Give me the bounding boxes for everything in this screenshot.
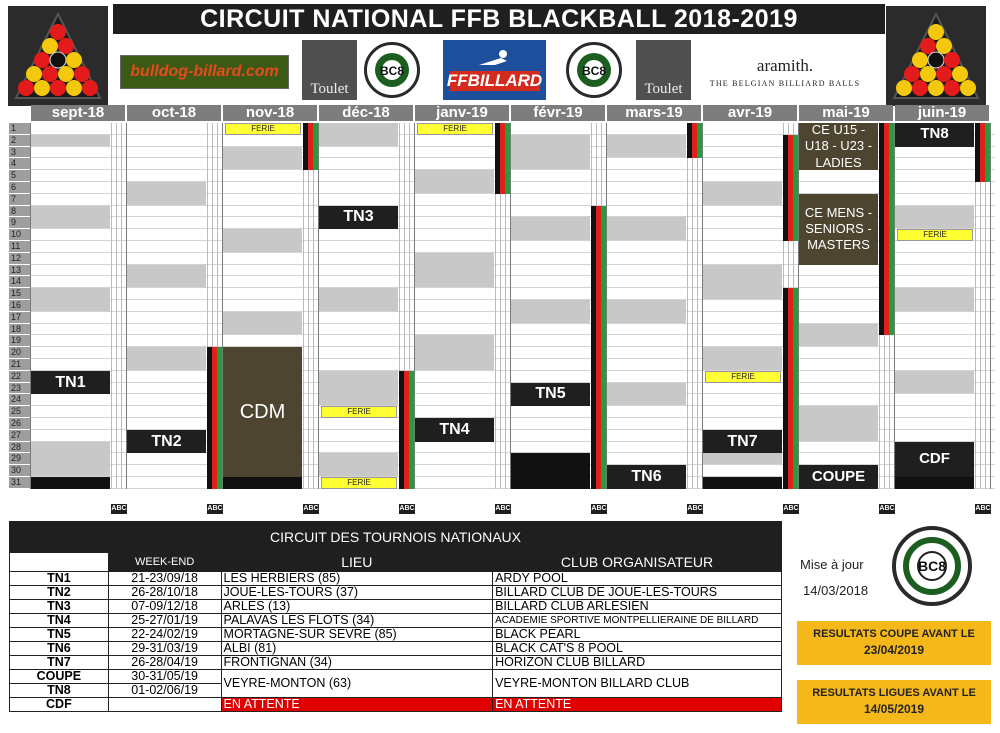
- abc-label: ABC: [399, 505, 415, 512]
- result-label: RESULTATS COUPE AVANT LE: [813, 628, 975, 640]
- table-row: TN1 21-23/09/18 LES HERBIERS (85) ARDY POOL: [10, 572, 782, 586]
- result-box-ligues: [797, 680, 991, 724]
- table-row: CDF EN ATTENTE EN ATTENTE: [10, 698, 782, 712]
- day-number: 21: [9, 359, 30, 371]
- grid-divider: [990, 123, 991, 489]
- weekend-band: [415, 253, 494, 287]
- pool-balls-icon: [8, 6, 108, 106]
- grid-line: [31, 370, 995, 371]
- day-number: 19: [9, 335, 30, 347]
- weekend-band: [127, 347, 206, 370]
- event-block-filled: [511, 453, 590, 488]
- weekend-band: [319, 288, 398, 311]
- weekend-band: [31, 135, 110, 146]
- day-number: 11: [9, 241, 30, 253]
- day-number: 27: [9, 430, 30, 442]
- event-tn4: TN4: [415, 418, 494, 442]
- day-number: 24: [9, 394, 30, 406]
- day-number: 26: [9, 418, 30, 430]
- event-tn2: TN2: [127, 430, 206, 454]
- abc-stripe-c: [985, 123, 990, 182]
- month-header: déc-18: [319, 105, 413, 121]
- event-ce_u15: CE U15 - U18 - U23 - LADIES: [799, 123, 878, 170]
- svg-text:BC8: BC8: [917, 558, 947, 574]
- day-number: 1: [9, 123, 30, 135]
- event-tn1: TN1: [31, 371, 110, 395]
- month-header: avr-19: [703, 105, 797, 121]
- day-number: 12: [9, 253, 30, 265]
- weekend-band: [799, 324, 878, 347]
- month-header: nov-18: [223, 105, 317, 121]
- header-weekend: WEEK-END: [108, 553, 221, 572]
- day-number: 25: [9, 406, 30, 418]
- day-number: 10: [9, 229, 30, 241]
- grid-divider: [121, 123, 122, 489]
- day-number: 3: [9, 147, 30, 159]
- day-number: 22: [9, 371, 30, 383]
- aramith-logo: [700, 52, 870, 92]
- month-header: juin-19: [895, 105, 989, 121]
- header-code: [10, 553, 109, 572]
- ffbillard-wordmark: FFBILLARD: [446, 71, 543, 90]
- event-tn8: TN8: [895, 123, 974, 147]
- day-number: 7: [9, 194, 30, 206]
- table-row: COUPE 30-31/05/19 VEYRE-MONTON (63) VEYRE-MONTON BILLARD CLUB: [10, 670, 782, 684]
- weekend-band: [319, 123, 398, 146]
- event-tn6: TN6: [607, 465, 686, 489]
- event-tn5: TN5: [511, 383, 590, 407]
- day-number: 9: [9, 217, 30, 229]
- grid-divider: [313, 123, 314, 489]
- day-number: 5: [9, 170, 30, 182]
- day-number: 23: [9, 383, 30, 395]
- weekend-band: [127, 265, 206, 288]
- abc-stripe-c: [793, 288, 798, 489]
- abc-stripe-c: [505, 123, 510, 194]
- abc-stripe-c: [601, 300, 606, 406]
- weekend-band: [895, 206, 974, 229]
- update-date: 14/03/2018: [803, 583, 869, 598]
- result-date: 14/05/2019: [863, 702, 925, 716]
- weekend-band: [703, 265, 782, 299]
- table-row: TN8 01-02/06/19: [10, 684, 782, 698]
- grid-divider: [697, 123, 698, 489]
- weekend-band: [415, 170, 494, 193]
- day-number: 14: [9, 276, 30, 288]
- ferie-label: FERIE: [321, 406, 397, 418]
- result-label: RESULTATS LIGUES AVANT LE: [812, 687, 976, 699]
- weekend-band: [799, 406, 878, 440]
- weekend-band: [511, 135, 590, 169]
- header-lieu: LIEU: [221, 553, 493, 572]
- weekend-band: [319, 371, 398, 405]
- month-header: sept-18: [31, 105, 125, 121]
- month-header: mars-19: [607, 105, 701, 121]
- day-number: 4: [9, 158, 30, 170]
- ferie-label: FERIE: [705, 371, 781, 383]
- event-block-filled: [223, 477, 302, 489]
- day-number: 28: [9, 442, 30, 454]
- ferie-label: FERIE: [897, 229, 973, 241]
- weekend-band: [223, 229, 302, 252]
- toulet-logo: Toulet: [636, 40, 691, 100]
- month-header: mai-19: [799, 105, 893, 121]
- day-number: 13: [9, 265, 30, 277]
- abc-label: ABC: [111, 505, 127, 512]
- weekend-band: [31, 288, 110, 311]
- grid-divider: [116, 123, 117, 489]
- eight-ball-icon: [902, 536, 962, 596]
- table-row: TN7 26-28/04/19 FRONTIGNAN (34) HORIZON CLUB BILLARD: [10, 656, 782, 670]
- eight-ball-icon: [372, 50, 412, 90]
- bulldog-billard-logo: bulldog-billard.com: [120, 55, 289, 89]
- weekend-band: [319, 453, 398, 476]
- header-club: CLUB ORGANISATEUR: [493, 553, 782, 572]
- event-coupe: COUPE: [799, 465, 878, 489]
- grid-divider: [111, 123, 112, 489]
- month-header: janv-19: [415, 105, 509, 121]
- weekend-band: [703, 347, 782, 370]
- weekend-band: [223, 312, 302, 335]
- update-label: Mise à jour: [800, 557, 864, 572]
- svg-text:BC8: BC8: [379, 64, 405, 78]
- event-cdf: CDF: [895, 442, 974, 477]
- weekend-band: [607, 217, 686, 240]
- grid-divider: [687, 123, 688, 489]
- bc8-logo: [364, 42, 420, 98]
- player-silhouette-icon: [475, 49, 515, 67]
- ffbillard-logo: [443, 40, 546, 100]
- grid-divider: [692, 123, 693, 489]
- result-date: 23/04/2019: [863, 643, 925, 657]
- table-row: TN5 22-24/02/19 MORTAGNE-SUR SEVRE (85) BLACK PEARL: [10, 628, 782, 642]
- abc-stripe-c: [889, 182, 894, 335]
- table-row: TN3 07-09/12/18 ARLES (13) BILLARD CLUB ARLESIEN: [10, 600, 782, 614]
- bc8-logo: [566, 42, 622, 98]
- weekend-band: [31, 206, 110, 229]
- day-number: 2: [9, 135, 30, 147]
- event-tn3: TN3: [319, 206, 398, 230]
- weekend-band: [415, 335, 494, 369]
- grid-divider: [308, 123, 309, 489]
- svg-text:BC8: BC8: [581, 64, 607, 78]
- weekend-band: [703, 182, 782, 205]
- abc-label: ABC: [975, 505, 991, 512]
- toulet-logo: Toulet: [302, 40, 357, 100]
- aramith-tagline: THE BELGIAN BILLIARD BALLS: [709, 79, 861, 88]
- weekend-band: [511, 300, 590, 323]
- abc-label: ABC: [591, 505, 607, 512]
- event-tn7: TN7: [703, 430, 782, 454]
- weekend-band: [895, 371, 974, 394]
- bc8-round-logo: [892, 526, 972, 606]
- month-header: oct-18: [127, 105, 221, 121]
- page-title: CIRCUIT NATIONAL FFB BLACKBALL 2018-2019: [113, 4, 885, 34]
- pool-rack-logo-right: [886, 6, 986, 106]
- weekend-band: [511, 217, 590, 240]
- abc-stripe-c: [793, 135, 798, 241]
- event-ce_mens: CE MENS - SENIORS - MASTERS: [799, 194, 878, 265]
- abc-label: ABC: [879, 505, 895, 512]
- weekend-band: [895, 288, 974, 311]
- weekend-band: [607, 383, 686, 406]
- day-number: 31: [9, 477, 30, 489]
- tournament-table: [9, 521, 782, 712]
- weekend-band: [223, 147, 302, 170]
- day-number: 15: [9, 288, 30, 300]
- weekend-band: [127, 182, 206, 205]
- day-number: 29: [9, 453, 30, 465]
- table-title: CIRCUIT DES TOURNOIS NATIONAUX: [10, 522, 782, 553]
- pool-balls-icon: [886, 6, 986, 106]
- abc-stripe-c: [313, 123, 318, 170]
- weekend-band: [607, 135, 686, 158]
- month-header: févr-19: [511, 105, 605, 121]
- result-box-coupe: [797, 621, 991, 665]
- grid-divider: [303, 123, 304, 489]
- abc-label: ABC: [783, 505, 799, 512]
- abc-stripe-c: [409, 371, 414, 489]
- grid-line: [31, 287, 995, 288]
- ferie-label: FERIE: [417, 123, 493, 135]
- abc-label: ABC: [687, 505, 703, 512]
- day-number: 18: [9, 324, 30, 336]
- event-block-filled: [895, 477, 974, 489]
- ferie-label: FERIE: [225, 123, 301, 135]
- day-number: 16: [9, 300, 30, 312]
- event-cdm: CDM: [223, 347, 302, 477]
- abc-label: ABC: [207, 505, 223, 512]
- day-number: 30: [9, 465, 30, 477]
- table-row: TN6 29-31/03/19 ALBI (81) BLACK CAT'S 8 POOL: [10, 642, 782, 656]
- pool-rack-logo-left: [8, 6, 108, 106]
- weekend-band: [31, 442, 110, 476]
- table-row: TN4 25-27/01/19 PALAVAS LES FLOTS (34) ACADEMIE SPORTIVE MONTPELLIERAINE DE BILLARD: [10, 614, 782, 628]
- eight-ball-icon: [574, 50, 614, 90]
- abc-label: ABC: [303, 505, 319, 512]
- day-number: 8: [9, 206, 30, 218]
- day-number: 20: [9, 347, 30, 359]
- event-block-filled: [703, 477, 782, 489]
- abc-stripe-c: [697, 123, 702, 158]
- aramith-name: aramith.: [756, 56, 814, 75]
- weekend-band: [607, 300, 686, 323]
- abc-label: ABC: [495, 505, 511, 512]
- day-number: 17: [9, 312, 30, 324]
- day-number: 6: [9, 182, 30, 194]
- table-row: TN2 26-28/10/18 JOUE-LES-TOURS (37) BILLARD CLUB DE JOUE-LES-TOURS: [10, 586, 782, 600]
- ferie-label: FERIE: [321, 477, 397, 489]
- abc-stripe-c: [217, 347, 222, 489]
- event-block-filled: [31, 477, 110, 489]
- abc-stripe-c: [889, 123, 894, 182]
